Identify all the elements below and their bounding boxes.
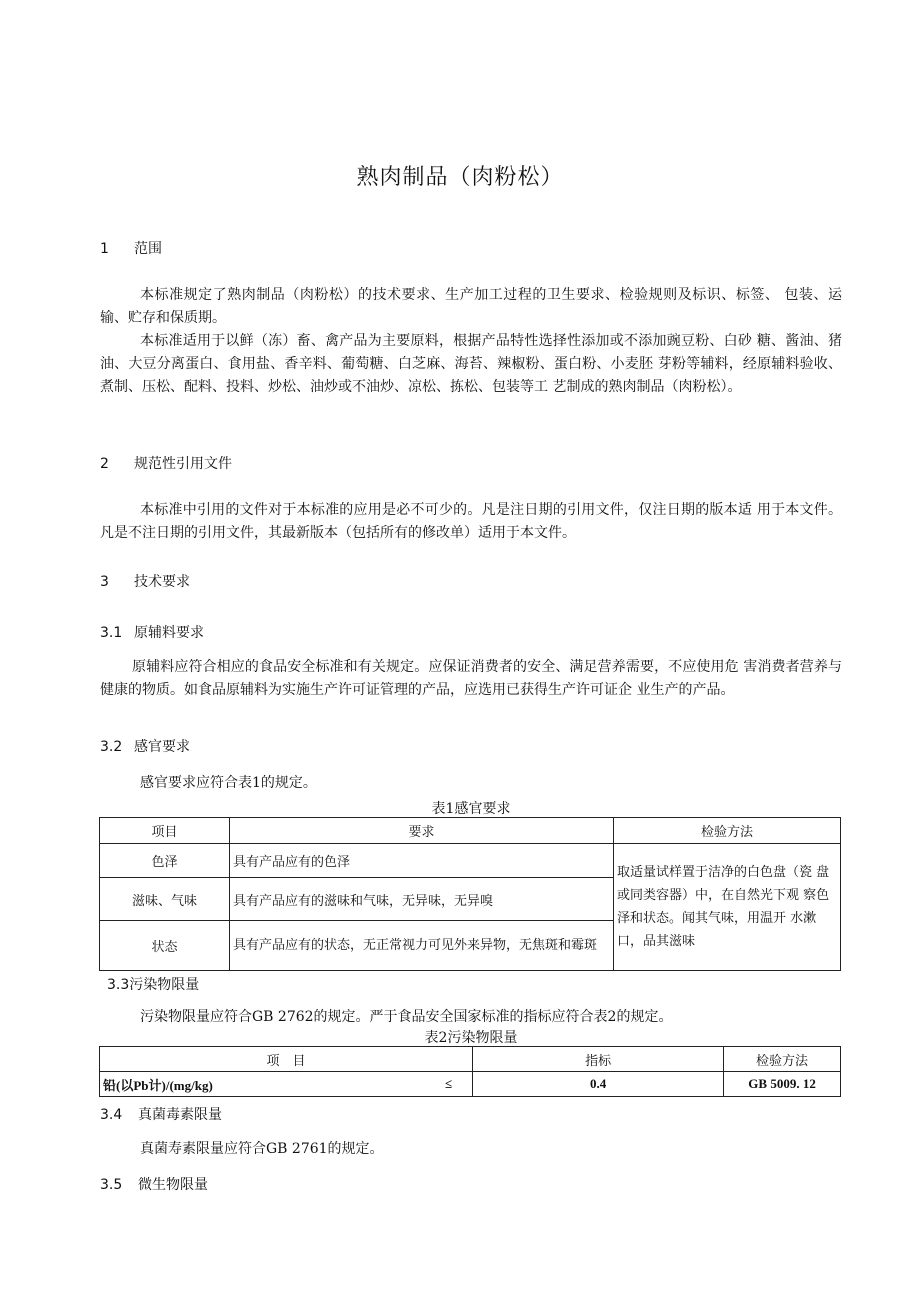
section-3-heading: [100, 571, 190, 591]
table-1-caption: 表1感官要求: [431, 801, 511, 817]
section-3-1-paragraph: 原辅料应符合相应的食品安全标准和有关规定。应保证消费者的安全、满足营养需要，不应使用危 害消费者营养与健康的物质。如食品原辅料为实施生产许可证管理的产品，应选用已获得生产许可证企 业生产的产品。: [100, 659, 842, 698]
section-title: 范围: [134, 241, 162, 257]
header-cell: 检验方法: [614, 818, 841, 844]
section-3-1-heading: [100, 622, 204, 642]
section-title: 技术要求: [134, 574, 190, 590]
header-cell: 检验方法: [724, 1047, 841, 1072]
section-title: 规范性引用文件: [134, 456, 232, 472]
section-title: 微生物限量: [138, 1177, 208, 1193]
section-number: 3: [100, 574, 109, 590]
section-3-4-paragraph: 真菌寿素限量应符合GB 2761的规定。: [140, 1141, 384, 1157]
section-number: 3.2: [100, 739, 123, 755]
item-cell: 滋味、气味: [100, 878, 230, 921]
section-number: 3.1: [100, 625, 123, 641]
section-title: 真菌毒素限量: [138, 1107, 222, 1123]
section-3-4-heading: [100, 1104, 222, 1124]
method-cell: GB 5009. 12: [724, 1072, 841, 1097]
header-cell: 项 目: [100, 1047, 473, 1072]
header-cell: 要求: [230, 818, 614, 844]
sensory-requirements-table: [99, 817, 841, 971]
header-cell: 项目: [100, 818, 230, 844]
section-number: 1: [100, 241, 109, 257]
section-3-3-heading: 3.3污染物限量: [107, 977, 200, 993]
section-title: 感官要求: [134, 739, 190, 755]
operator-cell: ≤: [406, 1072, 473, 1097]
section-title: 原辅料要求: [134, 625, 204, 641]
section-1-heading: [100, 238, 162, 258]
section-2-heading: [100, 453, 232, 473]
section-3-2-heading: [100, 736, 190, 756]
table-row: [100, 844, 841, 878]
requirement-cell: 具有产品应有的色泽: [230, 844, 614, 878]
page-title: 熟肉制品（肉粉松）: [356, 165, 564, 190]
section-1-paragraph-1: 本标准规定了熟肉制品（肉粉松）的技术要求、生产加工过程的卫生要求、检验规则及标识、标签、 包装、运输、贮存和保质期。: [100, 287, 842, 326]
requirement-cell: 具有产品应有的状态，无正常视力可见外来异物，无焦斑和霉斑: [230, 921, 614, 971]
section-number: 3.4: [100, 1107, 123, 1123]
section-1-paragraph-2: 本标准适用于以鲜（冻）畜、禽产品为主要原料，根据产品特性选择性添加或不添加豌豆粉、白砂 糖、酱油、猪油、大豆分离蛋白、食用盐、香辛料、葡萄糖、白芝麻、海苔、辣椒粉、蛋白粉、小麦胚 芽粉等辅料，经原辅料验收、煮制、压松、配料、投料、炒松、油炒或不油炒、凉松、拣松、包装等工 艺制成的熟肉制品（肉粉松）。: [100, 333, 842, 395]
section-number: 3.5: [100, 1177, 123, 1193]
requirement-cell: 具有产品应有的滋味和气味，无异味，无异嗅: [230, 878, 614, 921]
item-cell: 色泽: [100, 844, 230, 878]
table-2-caption: 表2污染物限量: [424, 1030, 518, 1046]
table-row: [100, 1072, 841, 1097]
value-cell: 0.4: [473, 1072, 724, 1097]
item-cell: 状态: [100, 921, 230, 971]
section-3-5-heading: [100, 1174, 208, 1194]
section-number: 2: [100, 456, 109, 472]
section-2-paragraph-1: 本标准中引用的文件对于本标准的应用是必不可少的。凡是注日期的引用文件，仅注日期的版本适 用于本文件。凡是不注日期的引用文件，其最新版本（包括所有的修改单）适用于本文件。: [100, 502, 842, 541]
table-header-row: [100, 1047, 841, 1072]
section-3-2-paragraph: 感官要求应符合表1的规定。: [140, 775, 317, 791]
contaminant-limits-table: [99, 1046, 841, 1097]
header-cell: 指标: [473, 1047, 724, 1072]
table-header-row: [100, 818, 841, 844]
section-3-3-paragraph: 污染物限量应符合GB 2762的规定。严于食品安全国家标准的指标应符合表2的规定。: [140, 1009, 673, 1025]
item-cell: 铅(以Pb计)/(mg/kg): [100, 1072, 407, 1097]
method-cell: 取适量试样置于洁净的白色盘（瓷 盘或同类容器）中，在自然光下观 察色泽和状态。闻其气味，用温开 水漱口，品其滋味: [614, 844, 841, 971]
